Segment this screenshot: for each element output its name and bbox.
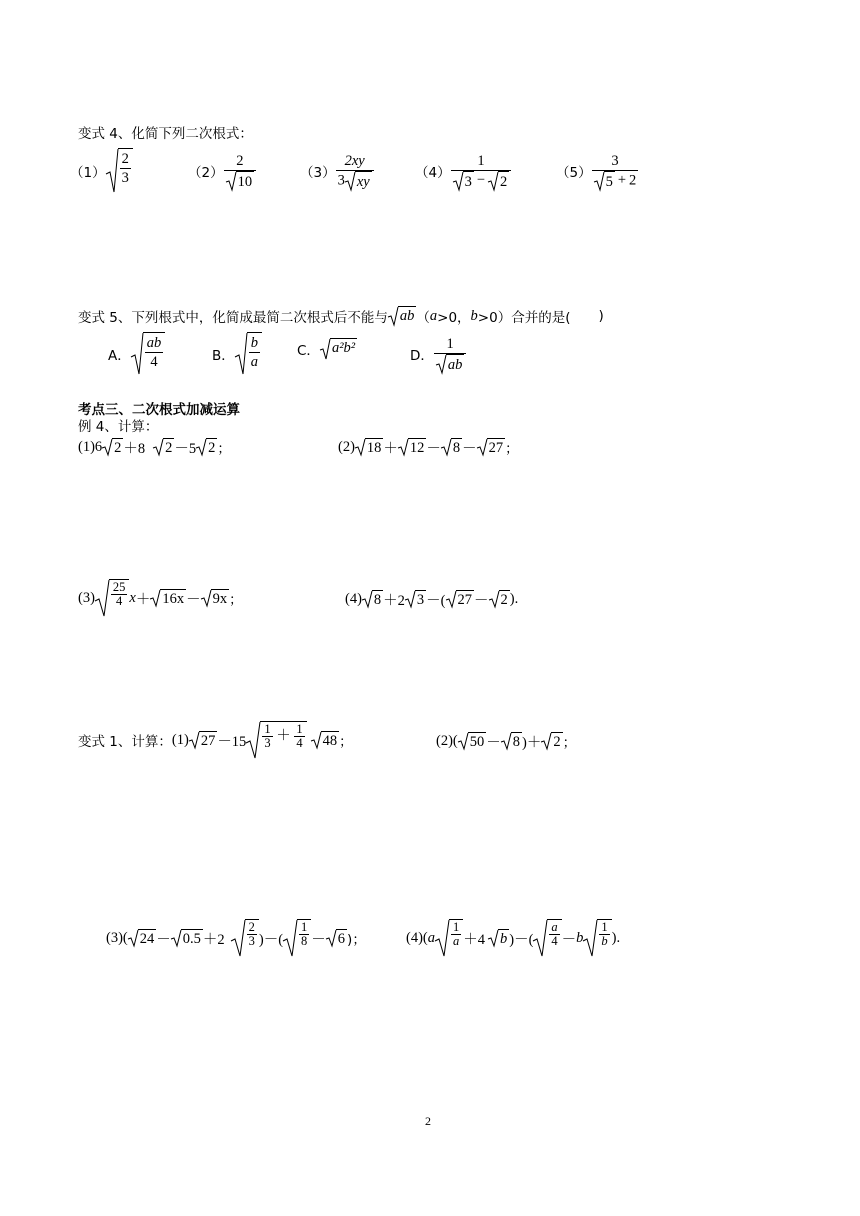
variant4-item-3: （3） 2xy 3 xy (300, 146, 374, 196)
variant5-option-a: A． $\frac{ab}{4}$ (108, 330, 165, 378)
example4-problem-2: (2) 18 ＋ 12 － 8 － 27 ； (338, 438, 519, 457)
example4-problem-1: (1) 6 2 ＋8 2 －5 2 ； (78, 438, 231, 457)
fraction: 1 3 − 2 (451, 152, 512, 191)
fraction: $\frac{2}{10}$ (224, 152, 257, 191)
example4-problem-4: (4) 8 ＋2 3 －( 27 － 2 ). (345, 590, 519, 609)
section3-title: 考点三、二次根式加减运算 (78, 402, 240, 418)
variant1-problem-4: (4)( a $\frac{1}{a}$ ＋4 b )－( $\frac{a}{4}$ － b $\frac{1}{b}$ ). (406, 916, 620, 960)
variant4-item-1: （1） $\frac{2}{3}$ (70, 146, 133, 196)
variant1-problem-1: 变式 1、计算： (1) 27 －15 $\frac{1}{3}$ ＋ $\frac{1}{4}$ 48 ； (78, 720, 353, 760)
radical: $\frac{ab}{4}$ (131, 332, 166, 376)
variant1-problem-3: (3)( 24 － 0.5 ＋2 $\frac{2}{3}$ )－( $\frac{1}{8}$ － 6 )； (106, 916, 366, 960)
variant4-item-5: （5） $\frac{3}{5 + 2}$ (556, 152, 637, 190)
radical: $\frac{b}{a}$ (235, 332, 262, 376)
example4-problem-3: (3) $\frac{25}{4}$ x ＋ 16x － 9x ； (78, 578, 243, 618)
page-number: 2 (425, 1114, 431, 1128)
variant4-item-2: （2） $\frac{2}{10}$ (188, 146, 256, 196)
variant5-option-b: B． $\frac{b}{a}$ (212, 330, 262, 378)
variant4-item-4: （4） 1 3 − 2 (415, 146, 511, 196)
radical (106, 148, 133, 194)
fraction: 2xy 3 xy (336, 152, 374, 191)
radical: a²b² (320, 338, 357, 360)
variant5-option-c: C． a²b² (297, 340, 356, 359)
variant5-option-d: D． $\frac{1}{ab}$ (410, 330, 466, 378)
variant5-question: 变式 5、下列根式中，化简成最简二次根式后不能与 ab （ a >0， b >0）合并的是( ) (78, 307, 604, 326)
fraction: $\frac{3}{5 + 2}$ (592, 152, 639, 191)
fraction: $\frac{2}{3}$ (121, 151, 129, 186)
radical: ab (388, 306, 417, 326)
variant4-title: 变式 4、化简下列二次根式： (78, 126, 253, 142)
variant1-problem-2: (2)( 50 － 8 )＋ 2 ； (436, 732, 577, 751)
example4-title: 例 4、计算： (78, 419, 159, 435)
